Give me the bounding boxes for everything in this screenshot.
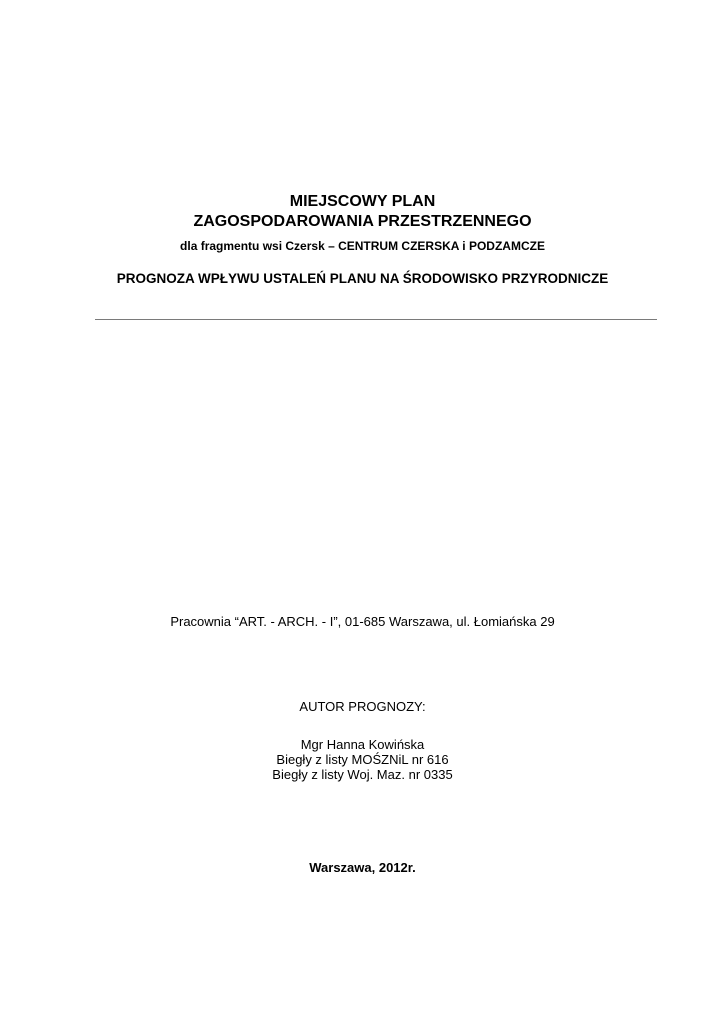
studio-address: Pracownia “ART. - ARCH. - I”, 01-685 Warszawa, ul. Łomiańska 29 — [170, 614, 555, 629]
place-and-date: Warszawa, 2012r. — [309, 860, 416, 875]
subtitle: dla fragmentu wsi Czersk – CENTRUM CZERSKA i PODZAMCZE — [180, 239, 545, 253]
horizontal-divider — [95, 319, 657, 320]
author-name: Mgr Hanna Kowińska — [300, 737, 425, 752]
document-heading: PROGNOZA WPŁYWU USTALEŃ PLANU NA ŚRODOWISKO PRZYRODNICZE — [116, 271, 609, 286]
author-credential-1: Biegły z listy MOŚZNiL nr 616 — [276, 752, 449, 767]
title-line-1: MIEJSCOWY PLAN — [289, 193, 436, 210]
title-line-2: ZAGOSPODAROWANIA PRZESTRZENNEGO — [193, 213, 532, 230]
author-credential-2: Biegły z listy Woj. Maz. nr 0335 — [272, 767, 453, 782]
author-label: AUTOR PROGNOZY: — [299, 699, 426, 714]
